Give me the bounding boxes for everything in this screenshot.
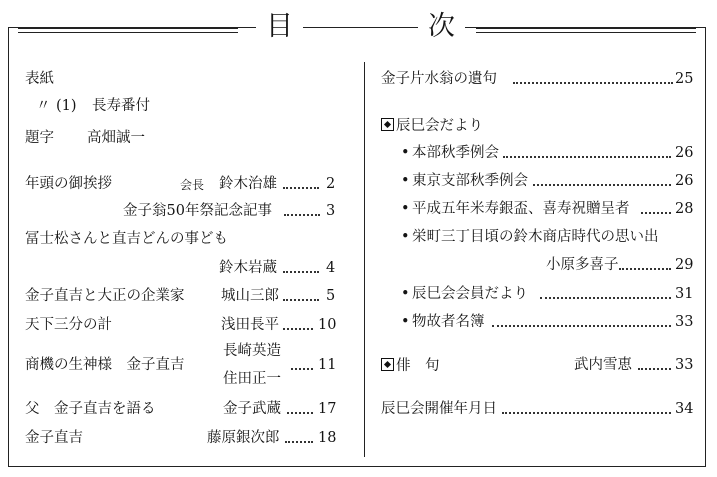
- toc-entry-author: 小原多喜子: [546, 257, 619, 273]
- toc-entry-page: 26: [675, 145, 694, 161]
- section-heading-tatsumi: [381, 118, 483, 134]
- toc-leader: [285, 441, 313, 443]
- toc-entry-page: 10: [318, 317, 337, 333]
- diamond-box-icon: [381, 358, 394, 371]
- column-divider: [364, 62, 365, 457]
- toc-leader: [502, 412, 671, 414]
- toc-entry-title: 年頭の御挨拶: [25, 176, 112, 192]
- toc-entry-page: 33: [675, 314, 694, 330]
- calligraphy-label: 題字: [25, 130, 54, 146]
- title-rule-right: [476, 28, 696, 33]
- toc-leader: [638, 368, 671, 370]
- toc-entry-title: 栄町三丁目頃の鈴木商店時代の思い出: [412, 229, 659, 245]
- toc-entry-page: 29: [675, 257, 694, 273]
- toc-entry-page: 25: [675, 71, 694, 87]
- toc-entry-title: 天下三分の計: [25, 317, 112, 333]
- toc-leader: [540, 297, 671, 299]
- bullet-icon: •: [401, 286, 410, 302]
- cover-label: 表紙: [25, 71, 54, 87]
- toc-entry-author: 鈴木治雄: [219, 176, 277, 192]
- toc-entry-title: 金子片水翁の遺句: [381, 71, 497, 87]
- toc-entry-title: 東京支部秋季例会: [412, 173, 528, 189]
- toc-entry-page: 33: [675, 357, 694, 373]
- toc-entry-title: 辰巳会会員だより: [412, 286, 528, 302]
- toc-leader: [291, 368, 313, 370]
- toc-leader: [619, 268, 671, 270]
- toc-entry-page: 17: [318, 401, 337, 417]
- toc-leader: [284, 214, 320, 216]
- toc-entry-author: 藤原銀次郎: [207, 430, 280, 446]
- toc-leader: [283, 299, 319, 301]
- toc-entry-title: 金子直吉: [25, 430, 83, 446]
- toc-entry-page: 5: [326, 288, 336, 304]
- toc-entry-page: 11: [318, 357, 337, 373]
- toc-entry-page: 3: [326, 203, 336, 219]
- section-heading-text: 俳 句: [396, 358, 440, 374]
- toc-entry-title: 辰巳会開催年月日: [381, 401, 497, 417]
- toc-entry-author: 武内雪恵: [574, 357, 632, 373]
- toc-leader: [287, 412, 313, 414]
- page-title-char-1: 目: [256, 12, 303, 42]
- cover-number: (1): [56, 98, 77, 114]
- calligraphy-author: 高畑誠一: [87, 130, 145, 146]
- toc-leader: [283, 271, 319, 273]
- toc-entry-title: 平成五年米寿銀盃、喜寿祝贈呈者: [412, 201, 630, 217]
- toc-entry-author: 鈴木岩蔵: [219, 260, 277, 276]
- toc-entry-author: 長崎英造: [223, 343, 281, 359]
- toc-leader: [492, 325, 671, 327]
- toc-entry-title: 金子直吉と大正の企業家: [25, 288, 185, 304]
- toc-entry-title: 物故者名簿: [412, 314, 485, 330]
- cover-mark: 〃: [36, 98, 51, 114]
- toc-entry-page: 4: [326, 260, 336, 276]
- section-heading-text: 辰巳会だより: [396, 118, 483, 134]
- toc-entry-page: 34: [675, 401, 694, 417]
- toc-entry-page: 26: [675, 173, 694, 189]
- diamond-box-icon: [381, 118, 394, 131]
- toc-entry-title: 本部秋季例会: [412, 145, 499, 161]
- toc-leader: [283, 187, 319, 189]
- toc-entry-author: 金子武蔵: [223, 401, 281, 417]
- toc-entry-title: 父 金子直吉を語る: [25, 401, 156, 417]
- page-title-char-2: 次: [418, 12, 465, 42]
- bullet-icon: •: [401, 314, 410, 330]
- bullet-icon: •: [401, 229, 410, 245]
- toc-leader: [503, 156, 671, 158]
- toc-entry-title: 金子翁50年祭記念記事: [123, 203, 272, 219]
- toc-entry-role: 会長: [180, 178, 205, 192]
- cover-text: 長寿番付: [92, 98, 150, 114]
- toc-leader: [641, 212, 671, 214]
- toc-entry-author: 住田正一: [223, 371, 281, 387]
- toc-entry-page: 28: [675, 201, 694, 217]
- title-rule-left: [18, 28, 238, 33]
- bullet-icon: •: [401, 145, 410, 161]
- toc-entry-author: 浅田長平: [221, 317, 279, 333]
- toc-entry-page: 2: [326, 176, 336, 192]
- toc-leader: [513, 82, 673, 84]
- toc-entry-page: 31: [675, 286, 694, 302]
- toc-leader: [533, 184, 671, 186]
- toc-entry-title: 商機の生神様 金子直吉: [25, 357, 185, 373]
- toc-entry-author: 城山三郎: [221, 288, 279, 304]
- bullet-icon: •: [401, 173, 410, 189]
- toc-leader: [283, 328, 313, 330]
- toc-entry-title: 冨士松さんと直吉どんの事ども: [25, 231, 228, 247]
- bullet-icon: •: [401, 201, 410, 217]
- toc-entry-page: 18: [318, 430, 337, 446]
- section-heading-haiku: [381, 358, 440, 374]
